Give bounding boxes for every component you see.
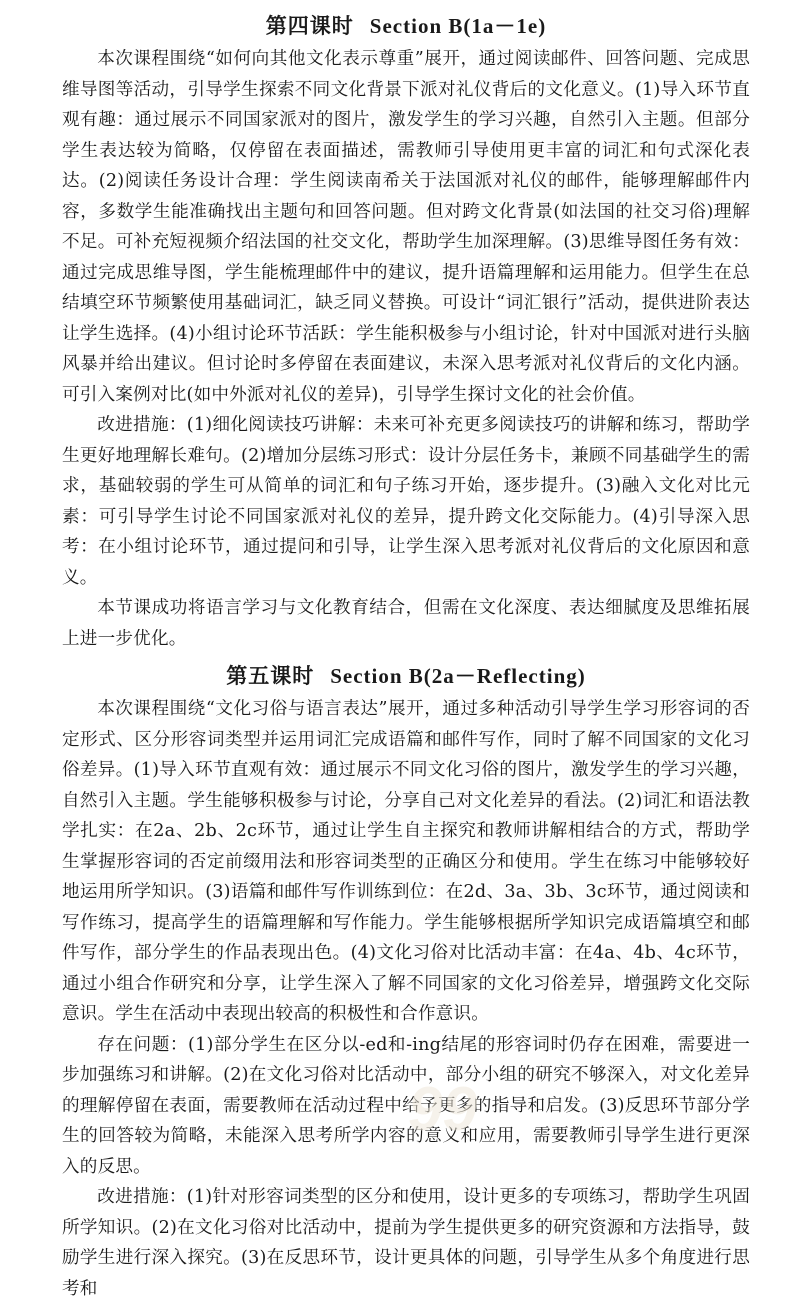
lesson5-heading (62, 658, 750, 694)
lesson4-section: Section B(1a－1e) (369, 14, 547, 38)
lesson4-paragraph-3: 本节课成功将语言学习与文化教育结合，但需在文化深度、表达细腻度及思维拓展上进一步优化。 (62, 598, 750, 649)
lesson4-heading (62, 8, 750, 44)
lesson5-section: Section B(2a－Reflecting) (330, 664, 586, 688)
lesson4-paragraph-2: 改进措施：(1)细化阅读技巧讲解：未来可补充更多阅读技巧的讲解和练习，帮助学生更好地理解长难句。(2)增加分层练习形式：设计分层任务卡，兼顾不同基础学生的需求，基础较弱的学生可从简单的词汇和句子练习开始，逐步提升。(3)融入文化对比元素：可引导学生讨论不同国家派对礼仪的差异，提升跨文化交际能力。(4)引导深入思考：在小组讨论环节，通过提问和引导，让学生深入思考派对礼仪背后的文化原因和意义。 (62, 415, 750, 588)
document-page (62, 8, 750, 1304)
lesson4-title: 第四课时 (265, 13, 354, 38)
lesson5-paragraph-2: 存在问题：(1)部分学生在区分以-ed和-ing结尾的形容词时仍存在困难，需要进一步加强练习和讲解。(2)在文化习俗对比活动中，部分小组的研究不够深入，对文化差异的理解停留在表面，需要教师在活动过程中给予更多的指导和启发。(3)反思环节部分学生的回答较为简略，未能深入思考所学内容的意义和应用，需要教师引导学生进行更深入的反思。 (62, 1034, 750, 1177)
page-number-watermark: 99 (408, 1075, 477, 1144)
lesson5-paragraph-3: 改进措施：(1)针对形容词类型的区分和使用，设计更多的专项练习，帮助学生巩固所学知识。(2)在文化习俗对比活动中，提前为学生提供更多的研究资源和方法指导，鼓励学生进行深入探究。(3)在反思环节，设计更具体的问题，引导学生从多个角度进行思考和 (62, 1187, 750, 1299)
lesson5-paragraph-1: 本次课程围绕“文化习俗与语言表达”展开，通过多种活动引导学生学习形容词的否定形式、区分形容词类型并运用词汇完成语篇和邮件写作，同时了解不同国家的文化习俗差异。(1)导入环节直观有效：通过展示不同文化习俗的图片，激发学生的学习兴趣，自然引入主题。学生能够积极参与讨论，分享自己对文化差异的看法。(2)词汇和语法教学扎实：在2a、2b、2c环节，通过让学生自主探究和教师讲解相结合的方式，帮助学生掌握形容词的否定前缀用法和形容词类型的正确区分和使用。学生在练习中能够较好地运用所学知识。(3)语篇和邮件写作训练到位：在2d、3a、3b、3c环节，通过阅读和写作练习，提高学生的语篇理解和写作能力。学生能够根据所学知识完成语篇填空和邮件写作，部分学生的作品表现出色。(4)文化习俗对比活动丰富：在4a、4b、4c环节，通过小组合作研究和分享，让学生深入了解不同国家的文化习俗差异，增强跨文化交际意识。学生在活动中表现出较高的积极性和合作意识。 (62, 699, 750, 1024)
lesson5-title: 第五课时 (226, 663, 315, 688)
lesson4-paragraph-1: 本次课程围绕“如何向其他文化表示尊重”展开，通过阅读邮件、回答问题、完成思维导图等活动，引导学生探索不同文化背景下派对礼仪背后的文化意义。(1)导入环节直观有趣：通过展示不同国家派对的图片，激发学生的学习兴趣，自然引入主题。但部分学生表达较为简略，仅停留在表面描述，需教师引导使用更丰富的词汇和句式深化表达。(2)阅读任务设计合理：学生阅读南希关于法国派对礼仪的邮件，能够理解邮件内容，多数学生能准确找出主题句和回答问题。但对跨文化背景(如法国的社交习俗)理解不足。可补充短视频介绍法国的社交文化，帮助学生加深理解。(3)思维导图任务有效：通过完成思维导图，学生能梳理邮件中的建议，提升语篇理解和运用能力。但学生在总结填空环节频繁使用基础词汇，缺乏同义替换。可设计“词汇银行”活动，提供进阶表达让学生选择。(4)小组讨论环节活跃：学生能积极参与小组讨论，针对中国派对进行头脑风暴并给出建议。但讨论时多停留在表面建议，未深入思考派对礼仪背后的文化内涵。可引入案例对比(如中外派对礼仪的差异)，引导学生探讨文化的社会价值。 (62, 49, 750, 405)
